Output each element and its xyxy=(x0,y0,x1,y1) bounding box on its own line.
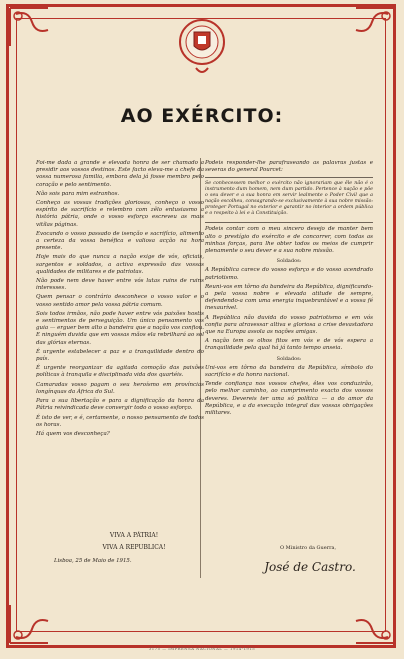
printer-footer: 3175 — IMPRENSA NACIONAL — 1914-1915 xyxy=(148,646,256,651)
minister-title: O Ministro da Guerra, xyxy=(279,545,337,551)
corner-ornament-icon xyxy=(8,6,50,48)
section-heading: Soldados: xyxy=(276,355,302,362)
viva-republica: VIVA A REPUBLICA! xyxy=(102,544,166,551)
paragraph: Uni-vos em tôrno da bandeira da República, símbolo do sacrifício e da honra nacional. xyxy=(205,364,373,379)
paragraph: Para a sua libertação e para a dignificação da honra da Pátria reivindicada deve convergir todo o vosso esforço. xyxy=(36,398,204,412)
paragraph: É urgente estabelecer a paz e a tranquilidade dentro do país. xyxy=(36,348,204,363)
right-column xyxy=(205,160,373,419)
paragraph: Podeis contar com o meu sincero desejo de manter bem alto o prestígio do exército e de concorrer, com todas as minhas forças, para lhe obter todos os meios de cumprir plenamente o seu dever e a sua nobre missão. xyxy=(205,226,373,255)
paragraph: Podeis responder-lhe parafraseando as palavras justas e severas do general Pourcet: xyxy=(205,160,373,174)
paragraph: Há quem vos desconheça? xyxy=(36,430,110,437)
paragraph: Não pode nem deve haver entre vós lutas ruins de ruins interesses. xyxy=(36,278,204,292)
paragraph: Hoje mais do que nunca a nação exige de vós, oficiais, sargentos e soldados, a activa expressão das vossas qualidades de militares e de patriotas. xyxy=(36,254,204,275)
paragraph: Conheço as vossas tradições gloriosas, conheço o vosso espírito de sacrifício e relembro com zêlo entusiasmo a história pátria, onde o vosso esforço escreveu as mais vitílas páginas. xyxy=(36,200,204,228)
paragraph: Evocando o vosso passado de isenção e sacrifício, alimento a certeza da vossa benéfica e valiosa acção na hora presente. xyxy=(36,230,204,252)
corner-ornament-icon xyxy=(354,603,396,645)
section-heading: Soldados: xyxy=(276,258,302,265)
left-column xyxy=(36,160,204,440)
date-line: Lisboa, 25 de Maio de 1915. xyxy=(54,558,132,564)
paragraph: É urgente reorganizar da agitada comoção das paixões políticas à tranquila e disciplinada vida dos quartéis. xyxy=(36,365,204,379)
paragraph: Reuni-vos em tôrno da bandeira da República, dignificando-a pela vossa nobre e elevada atitude de sempre, defendendo-a com uma energia inquebrantável e a vossa fé inexaurível. xyxy=(205,283,373,312)
paragraph: A República carece do vosso esforço e do vosso acendrado patriotismo. xyxy=(205,267,373,281)
paragraph: A República não duvida do vosso patriotismo e em vós confia para atravessar altiva e gloriosa a crise devastadora que na Europa assola as nações amigas. xyxy=(205,314,373,336)
coat-of-arms-icon xyxy=(174,8,230,80)
paragraph: Foi-me dada a grande e elevada honra de ser chamado a presidir aos vossos destinos. Este facto eleva-me a chefe da vossa numerosa familia, embora dela já fosse membro pelo coração e pelo sentimento. xyxy=(36,160,204,188)
quotation-text: Se conhecessem melhor o exército não ignorariam que êle não é o instrumento dum homem, nem dum partido. Pertence à nação e pôe o seu dever e a sua honra em servir lealmente o Poder Civil que a nação escolheu, consagrando-se exclusivamente à sua nobre missão: proteger Portugal no exterior e garantir no interior a ordem pública e o respeito à lei e à Constituição. xyxy=(205,181,373,217)
page-title: AO EXÉRCITO: xyxy=(120,105,284,127)
paragraph: Não sois para mim estranhos. xyxy=(36,190,120,197)
paragraph: É isto de ver, e é, certamente, o nosso pensamento de todos os horas. xyxy=(36,414,204,428)
paragraph: Quem pensar o contrário desconhece o vosso valor e o vosso sentido amor pela vossa pátria comum. xyxy=(36,294,204,308)
paragraph: Sois todos irmãos, não pode haver entre vós paixões hostis e sentimentos de perseguição. Um único pensamento vos guia — erguer bem alto a bandeira que a nação vos confiou. E ninguém duvida que em vossas mãos ela rebrilhará ao sol das glórias eternas. xyxy=(36,310,204,346)
viva-patria: VIVA A PÁTRIA! xyxy=(109,532,159,539)
viva-block xyxy=(66,530,202,554)
quotation-box xyxy=(205,177,373,223)
signature: José de Castro. xyxy=(264,560,356,574)
corner-ornament-icon xyxy=(8,603,50,645)
paragraph: Tende confiança nos vossos chefes, êles vos conduzirão, pelo melhor caminho, ao cumprimento exacto dos vossos deveres. Devereis ter uma só política — a do amor da República, e a da execução integral das vossas obrigações militares. xyxy=(205,381,373,417)
paragraph: A nação tem os olhos fitos em vós e de vós espera a tranquilidade pela qual há já tanto tempo anseia. xyxy=(205,338,373,352)
paragraph: Camaradas vosso pagam o seu heroísmo em províncias longínquas da África do Sul. xyxy=(36,381,204,395)
corner-ornament-icon xyxy=(354,6,396,48)
